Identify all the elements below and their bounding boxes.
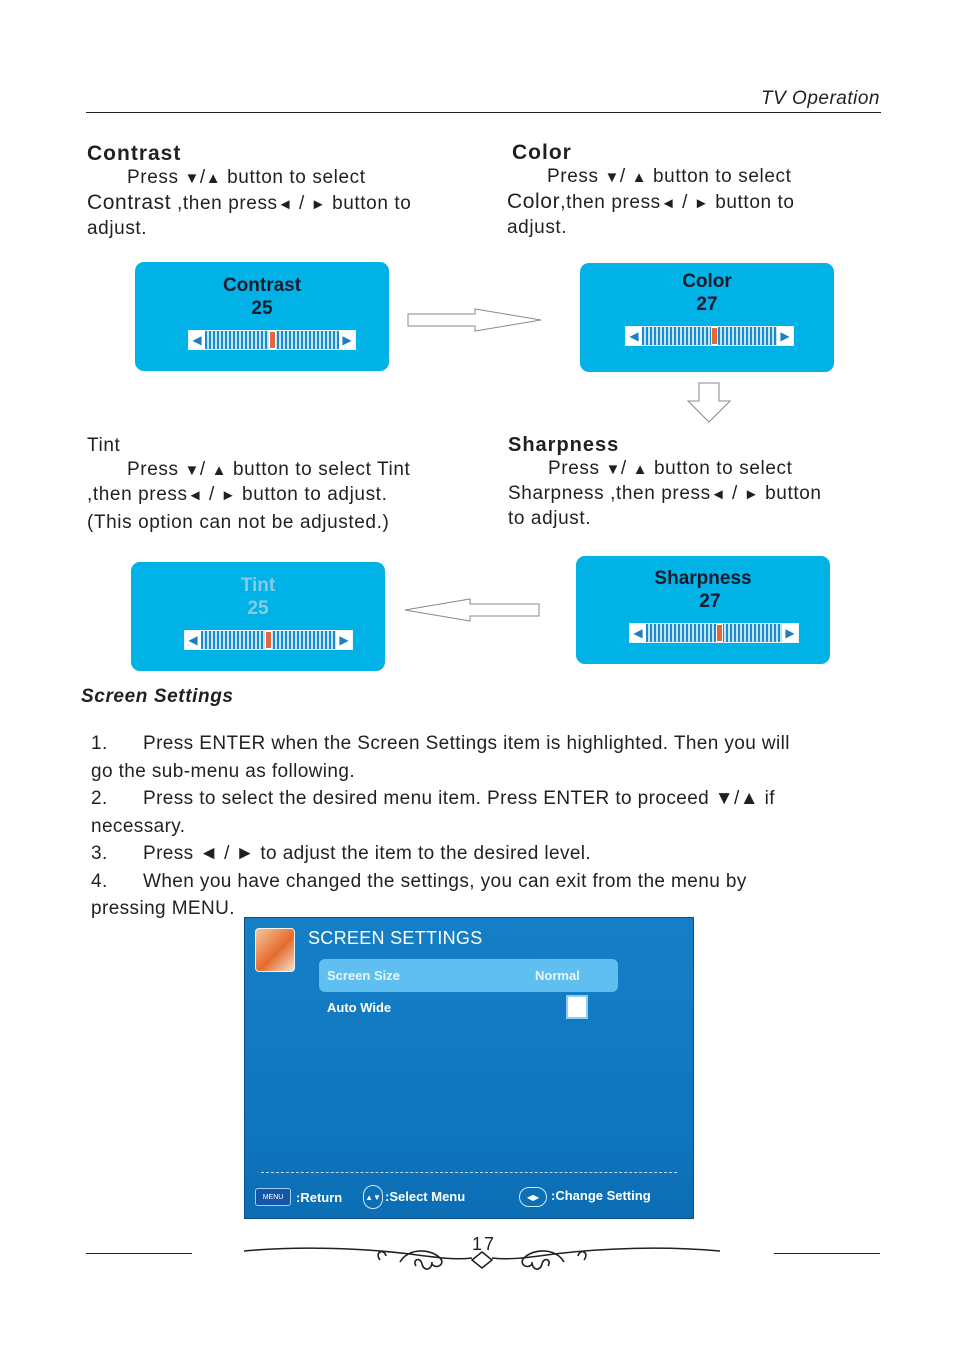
menu-title: SCREEN SETTINGS xyxy=(308,928,483,948)
footer-rule-right xyxy=(774,1253,880,1254)
step-number: 4. xyxy=(91,870,108,892)
down-arrow-icon: ▼ xyxy=(605,461,621,478)
step-continuation: necessary. xyxy=(91,815,186,837)
tint-line2: ,then press◄ / ► button to adjust. xyxy=(87,484,388,505)
contrast-line2-word: Contrast xyxy=(87,191,172,214)
menu-item-screen-size[interactable] xyxy=(319,959,618,992)
tint-line1-pre: Press xyxy=(127,459,185,480)
up-arrow-icon: ▲ xyxy=(205,170,222,187)
up-down-nav-icon: ▲▼ xyxy=(363,1185,383,1209)
tint-slider-thumb xyxy=(265,631,272,649)
step-continuation: pressing MENU. xyxy=(91,898,235,919)
contrast-line2-end: button to xyxy=(326,193,412,214)
slider-right-arrow-icon[interactable]: ▶ xyxy=(777,327,793,345)
up-arrow-icon: ▲ xyxy=(632,461,649,478)
step-text: Press to select the desired menu item. Press ENTER to proceed ▼/▲ if xyxy=(143,788,775,809)
right-arrow-icon: ► xyxy=(310,196,327,213)
contrast-osd-panel xyxy=(135,262,389,371)
sharpness-osd-label: Sharpness xyxy=(654,568,752,589)
tint-line1-post: button to select Tint xyxy=(227,459,411,480)
left-right-nav-icon: ◀▶ xyxy=(519,1187,547,1207)
right-arrow-icon: ► xyxy=(220,487,237,504)
down-flow-arrow-icon xyxy=(686,381,734,425)
tint-line1: Press ▼/ ▲ button to select Tint xyxy=(127,459,411,480)
step-4 xyxy=(91,868,881,923)
left-arrow-icon: ◄ xyxy=(660,195,677,212)
contrast-line1-pre: Press xyxy=(127,167,185,188)
right-flow-arrow-icon xyxy=(405,306,545,336)
sharpness-line1: Press ▼/ ▲ button to select xyxy=(548,458,793,479)
sharpness-heading: Sharpness xyxy=(508,434,620,456)
sharpness-slider-thumb[interactable] xyxy=(716,624,723,642)
up-arrow-icon: ▲ xyxy=(631,169,648,186)
step-text: Press ENTER when the Screen Settings item is highlighted. Then you will xyxy=(143,733,790,754)
slider-left-arrow-icon[interactable]: ◀ xyxy=(626,327,642,345)
sharpness-line1-post: button to select xyxy=(648,458,793,479)
contrast-slider-thumb[interactable] xyxy=(269,331,276,349)
sharpness-osd-panel xyxy=(576,556,830,664)
tint-slider xyxy=(184,630,353,650)
step-number: 3. xyxy=(91,843,108,864)
slider-right-arrow-icon[interactable]: ▶ xyxy=(339,331,355,349)
slider-right-arrow-icon: ▶ xyxy=(336,631,352,649)
color-slider-thumb[interactable] xyxy=(711,327,718,345)
slider-left-arrow-icon: ◀ xyxy=(185,631,201,649)
screen-settings-menu xyxy=(244,917,694,1219)
up-arrow-icon: ▲ xyxy=(211,462,228,479)
slider-left-arrow-icon[interactable]: ◀ xyxy=(630,624,646,642)
color-line2-post: ,then press xyxy=(560,192,661,213)
step-2 xyxy=(91,785,881,840)
color-line1-pre: Press xyxy=(547,166,605,187)
tint-section xyxy=(87,434,487,535)
page-number: 17 xyxy=(472,1234,497,1254)
sharpness-line2: Sharpness ,then press◄ / ► button xyxy=(508,483,822,504)
menu-button-icon[interactable]: MENU xyxy=(255,1188,291,1206)
sharpness-line2-end: button xyxy=(759,483,822,504)
slider-right-arrow-icon[interactable]: ▶ xyxy=(782,624,798,642)
color-line2: Color,then press◄ / ► button to xyxy=(507,190,795,213)
left-arrow-icon: ◄ xyxy=(187,487,204,504)
page-header-title: TV Operation xyxy=(761,88,880,109)
change-setting-label: :Change Setting xyxy=(551,1188,651,1203)
contrast-osd-value: 25 xyxy=(251,298,273,319)
color-line1: Press ▼/ ▲ button to select xyxy=(547,166,792,187)
header-rule xyxy=(86,112,881,113)
sharpness-line2-pre: Sharpness ,then press xyxy=(508,483,711,504)
tint-note: (This option can not be adjusted.) xyxy=(87,512,390,533)
contrast-line1: Press ▼/▲ button to select xyxy=(127,167,366,188)
menu-footer-divider xyxy=(261,1172,677,1173)
step-1 xyxy=(91,730,881,785)
color-line1-post: button to select xyxy=(647,166,792,187)
color-osd-panel xyxy=(580,263,834,372)
step-text: When you have changed the settings, you can exit from the menu by xyxy=(143,870,747,892)
tint-osd-label: Tint xyxy=(240,575,276,596)
contrast-slider[interactable] xyxy=(188,330,356,350)
tint-heading: Tint xyxy=(87,435,121,456)
left-arrow-icon: ◄ xyxy=(277,196,294,213)
tint-line2-pre: ,then press xyxy=(87,484,188,505)
contrast-line3: adjust. xyxy=(87,218,148,239)
right-arrow-icon: ► xyxy=(693,195,710,212)
footer-rule-left xyxy=(86,1253,192,1254)
color-line2-word: Color xyxy=(507,190,561,213)
step-3 xyxy=(91,840,881,868)
color-line2-end: button to xyxy=(709,192,795,213)
sharpness-section xyxy=(508,434,888,531)
color-osd-value: 27 xyxy=(696,294,718,315)
color-slider[interactable] xyxy=(625,326,794,346)
down-arrow-icon: ▼ xyxy=(184,462,200,479)
select-menu-label: :Select Menu xyxy=(385,1189,466,1204)
contrast-line2-post: ,then press xyxy=(171,193,278,214)
sharpness-line3: to adjust. xyxy=(508,508,592,529)
menu-item-label: Auto Wide xyxy=(327,1000,392,1015)
menu-item-label: Screen Size xyxy=(327,968,400,983)
tint-osd-value: 25 xyxy=(247,598,269,619)
menu-logo-icon xyxy=(255,928,295,972)
right-arrow-icon: ► xyxy=(743,486,760,503)
contrast-osd-label: Contrast xyxy=(222,275,302,296)
step-continuation: go the sub-menu as following. xyxy=(91,760,356,782)
color-section xyxy=(507,141,867,240)
left-arrow-icon: ◄ xyxy=(710,486,727,503)
sharpness-line1-pre: Press xyxy=(548,458,606,479)
tint-osd-panel xyxy=(131,562,385,671)
down-arrow-icon: ▼ xyxy=(604,169,620,186)
contrast-line2: Contrast ,then press◄ / ► button to xyxy=(87,191,412,214)
sharpness-slider[interactable] xyxy=(629,623,799,643)
down-arrow-icon: ▼ xyxy=(184,170,200,187)
steps-list xyxy=(91,730,881,923)
contrast-section xyxy=(87,142,467,241)
contrast-heading: Contrast xyxy=(87,142,182,165)
tint-line2-end: button to adjust. xyxy=(236,484,388,505)
contrast-line1-post: button to select xyxy=(221,167,366,188)
sharpness-osd-value: 27 xyxy=(699,591,721,612)
color-line3: adjust. xyxy=(507,217,568,238)
screen-settings-heading: Screen Settings xyxy=(81,686,234,707)
color-osd-label: Color xyxy=(682,271,732,292)
menu-item-value: Normal xyxy=(535,968,580,983)
slider-left-arrow-icon[interactable]: ◀ xyxy=(189,331,205,349)
color-heading: Color xyxy=(512,141,572,164)
step-number: 2. xyxy=(91,788,108,809)
step-number: 1. xyxy=(91,733,108,754)
return-label: :Return xyxy=(296,1190,343,1205)
auto-wide-checkbox[interactable] xyxy=(566,995,588,1019)
step-text: Press ◄ / ► to adjust the item to the desired level. xyxy=(143,843,592,864)
left-flow-arrow-icon xyxy=(402,597,544,625)
